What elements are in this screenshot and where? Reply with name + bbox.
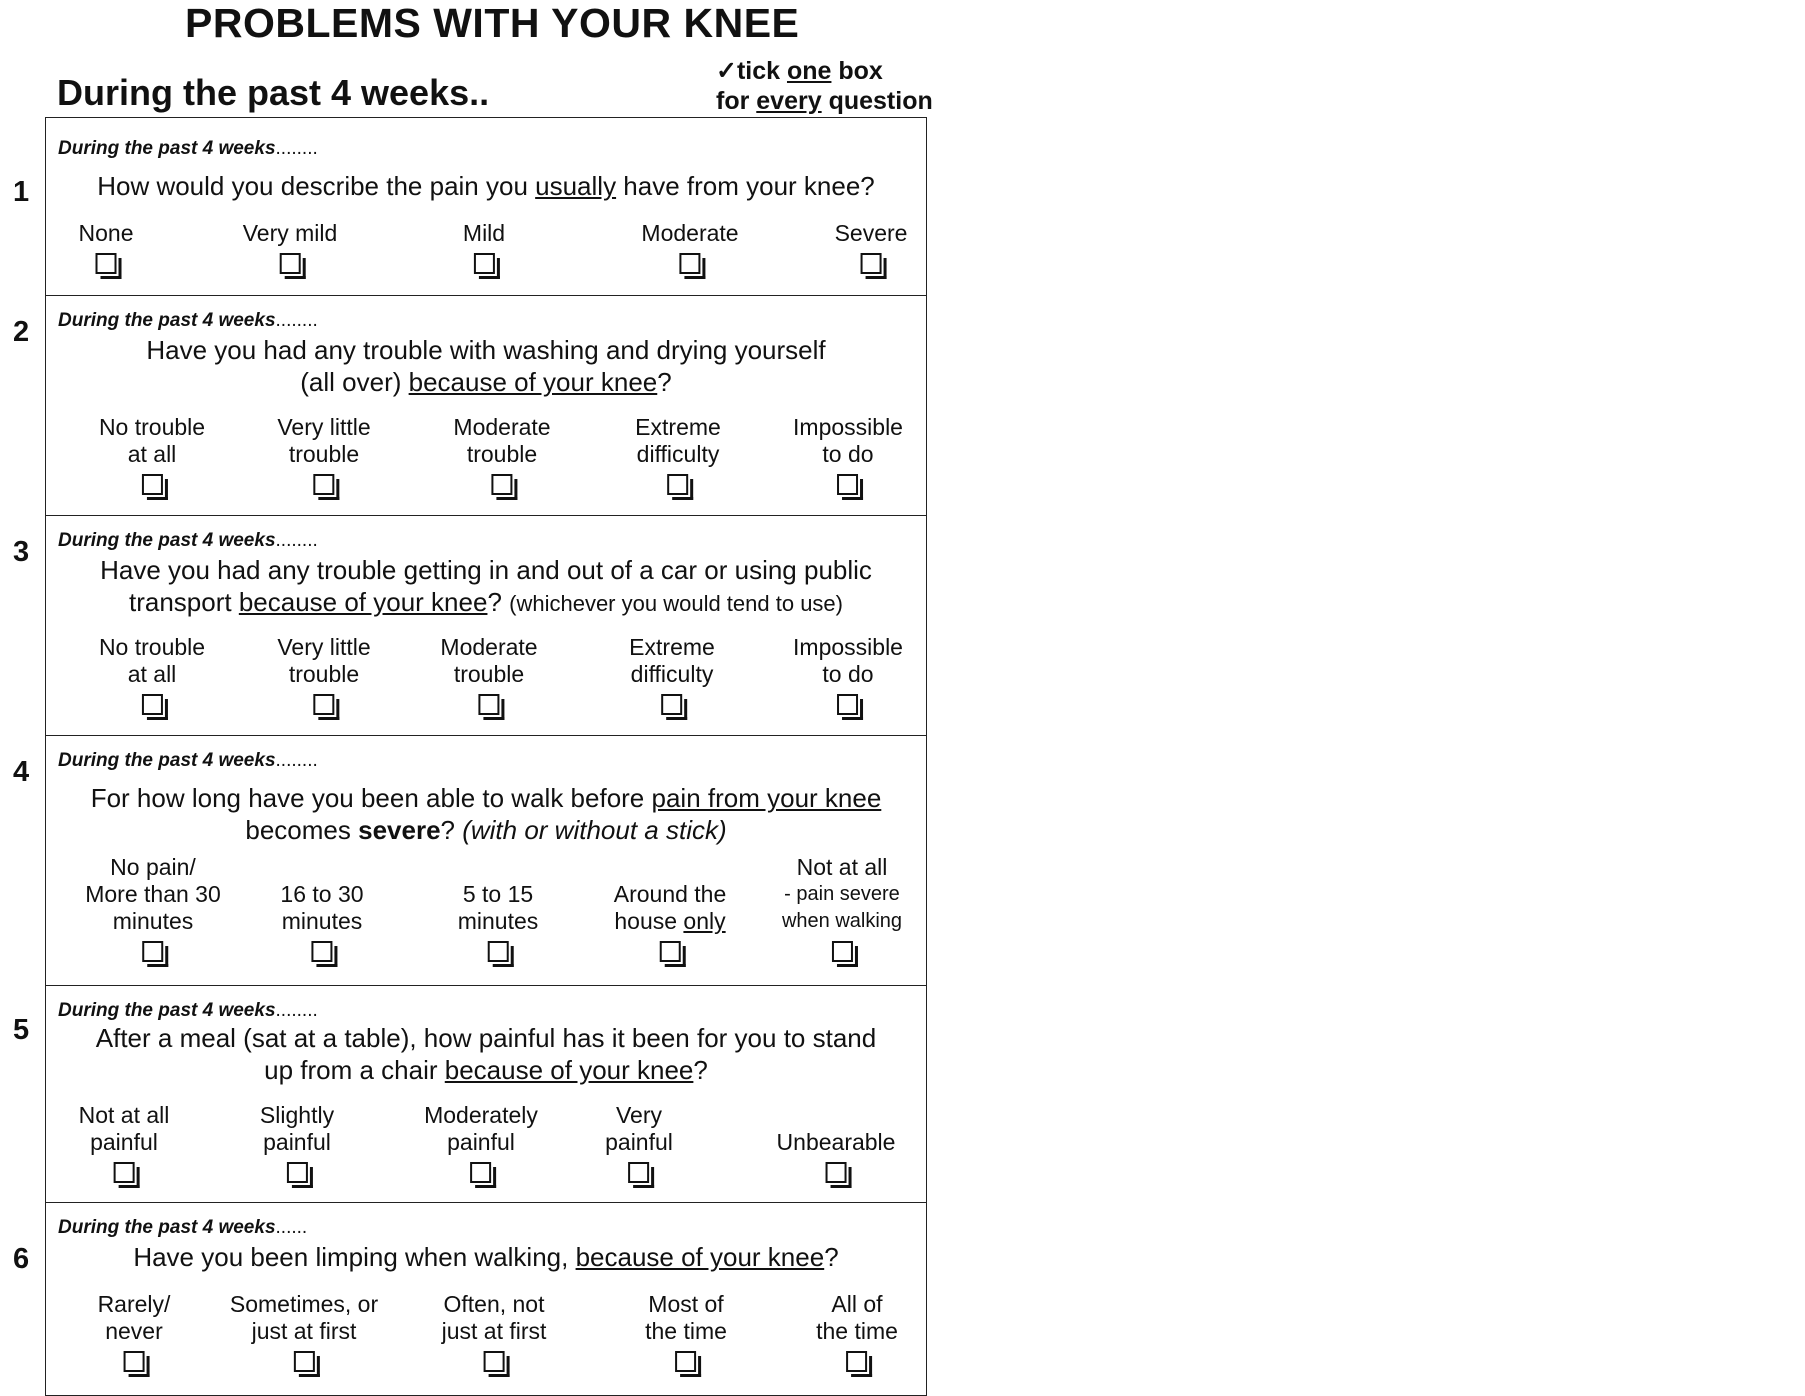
checkbox[interactable] (661, 694, 682, 715)
checkbox[interactable] (142, 474, 163, 495)
question-lead: During the past 4 weeks........ (58, 310, 318, 331)
option-extreme-difficulty[interactable]: Extreme difficulty (635, 414, 721, 501)
checkbox[interactable] (675, 1351, 696, 1372)
question-number: 4 (13, 756, 30, 788)
checkbox[interactable] (143, 941, 164, 962)
option-all-of-the-time[interactable]: All of the time (816, 1291, 898, 1378)
checkbox[interactable] (95, 253, 116, 274)
option-no-trouble[interactable]: No trouble at all (99, 414, 205, 501)
option-moderate-trouble[interactable]: Moderate trouble (453, 414, 550, 501)
question-5 (13, 986, 926, 1203)
checkbox[interactable] (825, 1162, 846, 1183)
checkbox[interactable] (311, 941, 332, 962)
question-lead: During the past 4 weeks........ (58, 1000, 318, 1021)
checkbox[interactable] (293, 1351, 314, 1372)
question-number: 1 (13, 176, 30, 208)
question-number: 5 (13, 1014, 30, 1046)
checkbox[interactable] (679, 253, 700, 274)
checkbox[interactable] (280, 253, 301, 274)
option-most-of-the-time[interactable]: Most of the time (645, 1291, 727, 1378)
check-mark-icon: ✓ (716, 57, 737, 85)
option-no-pain[interactable]: No pain/ More than 30 minutes (85, 854, 221, 968)
option-impossible[interactable]: Impossible to do (793, 634, 903, 721)
checkbox[interactable] (487, 941, 508, 962)
question-text: After a meal (sat at a table), how painful has it been for you to stand up from a chair because of your knee? (95, 1023, 877, 1085)
question-1 (13, 118, 926, 296)
checkbox[interactable] (838, 474, 859, 495)
questionnaire-form (13, 117, 927, 1396)
question-text: Have you been limping when walking, because of your knee? (133, 1242, 839, 1272)
checkbox[interactable] (142, 694, 163, 715)
checkbox[interactable] (471, 1162, 492, 1183)
question-4 (13, 736, 926, 986)
option-unbearable[interactable]: Unbearable (777, 1129, 896, 1189)
option-no-trouble[interactable]: No trouble at all (99, 634, 205, 721)
page-title: PROBLEMS WITH YOUR KNEE (185, 0, 800, 46)
checkbox[interactable] (491, 474, 512, 495)
option-5-to-15-minutes[interactable]: 5 to 15 minutes (458, 881, 539, 968)
question-lead: During the past 4 weeks........ (58, 750, 318, 771)
question-lead: During the past 4 weeks........ (58, 138, 318, 159)
option-very-little-trouble[interactable]: Very little trouble (277, 634, 370, 721)
question-lead: During the past 4 weeks...... (58, 1217, 308, 1238)
question-6 (13, 1203, 926, 1395)
checkbox[interactable] (473, 253, 494, 274)
question-number: 2 (13, 316, 30, 348)
checkbox[interactable] (478, 694, 499, 715)
option-16-to-30-minutes[interactable]: 16 to 30 minutes (280, 881, 363, 968)
checkbox[interactable] (831, 941, 852, 962)
question-3 (13, 516, 926, 736)
option-rarely-never[interactable]: Rarely/ never (98, 1291, 171, 1378)
checkbox[interactable] (667, 474, 688, 495)
option-severe[interactable]: Severe (835, 220, 908, 280)
option-mild[interactable]: Mild (463, 220, 505, 280)
checkbox[interactable] (313, 694, 334, 715)
option-moderate-trouble[interactable]: Moderate trouble (440, 634, 537, 721)
option-very-painful[interactable]: Very painful (605, 1102, 673, 1189)
option-often[interactable]: Often, not just at first (442, 1291, 547, 1378)
checkbox[interactable] (484, 1351, 505, 1372)
tick-instruction: ✓tick one box for every question (716, 57, 933, 115)
question-text: How would you describe the pain you usually have from your knee? (97, 171, 875, 201)
question-lead: During the past 4 weeks........ (58, 530, 318, 551)
option-none[interactable]: None (79, 220, 134, 280)
option-slightly-painful[interactable]: Slightly painful (260, 1102, 334, 1189)
checkbox[interactable] (838, 694, 859, 715)
checkbox[interactable] (660, 941, 681, 962)
option-around-the-house[interactable]: Around the house only (614, 881, 727, 968)
option-moderately-painful[interactable]: Moderately painful (424, 1102, 538, 1189)
checkbox[interactable] (287, 1162, 308, 1183)
question-number: 6 (13, 1243, 30, 1275)
option-very-mild[interactable]: Very mild (243, 220, 338, 280)
option-impossible[interactable]: Impossible to do (793, 414, 903, 501)
checkbox[interactable] (123, 1351, 144, 1372)
checkbox[interactable] (113, 1162, 134, 1183)
checkbox[interactable] (846, 1351, 867, 1372)
option-not-at-all[interactable]: Not at all - pain severe when walking (782, 854, 902, 968)
option-moderate[interactable]: Moderate (641, 220, 738, 280)
checkbox[interactable] (629, 1162, 650, 1183)
question-2 (13, 296, 926, 516)
option-extreme-difficulty[interactable]: Extreme difficulty (629, 634, 715, 721)
question-number: 3 (13, 536, 30, 568)
page-subtitle: During the past 4 weeks.. (57, 72, 490, 113)
option-not-at-all-painful[interactable]: Not at all painful (79, 1102, 170, 1189)
question-text: For how long have you been able to walk before pain from your knee becomes severe? (with or without a stick) (90, 783, 882, 845)
checkbox[interactable] (313, 474, 334, 495)
question-text: Have you had any trouble with washing and drying yourself (all over) because of your knee? (146, 335, 826, 397)
option-sometimes[interactable]: Sometimes, or just at first (230, 1291, 378, 1378)
option-very-little-trouble[interactable]: Very little trouble (277, 414, 370, 501)
question-text: Have you had any trouble getting in and out of a car or using public transport because of your knee? (whichever you would tend to use) (100, 555, 872, 617)
checkbox[interactable] (861, 253, 882, 274)
